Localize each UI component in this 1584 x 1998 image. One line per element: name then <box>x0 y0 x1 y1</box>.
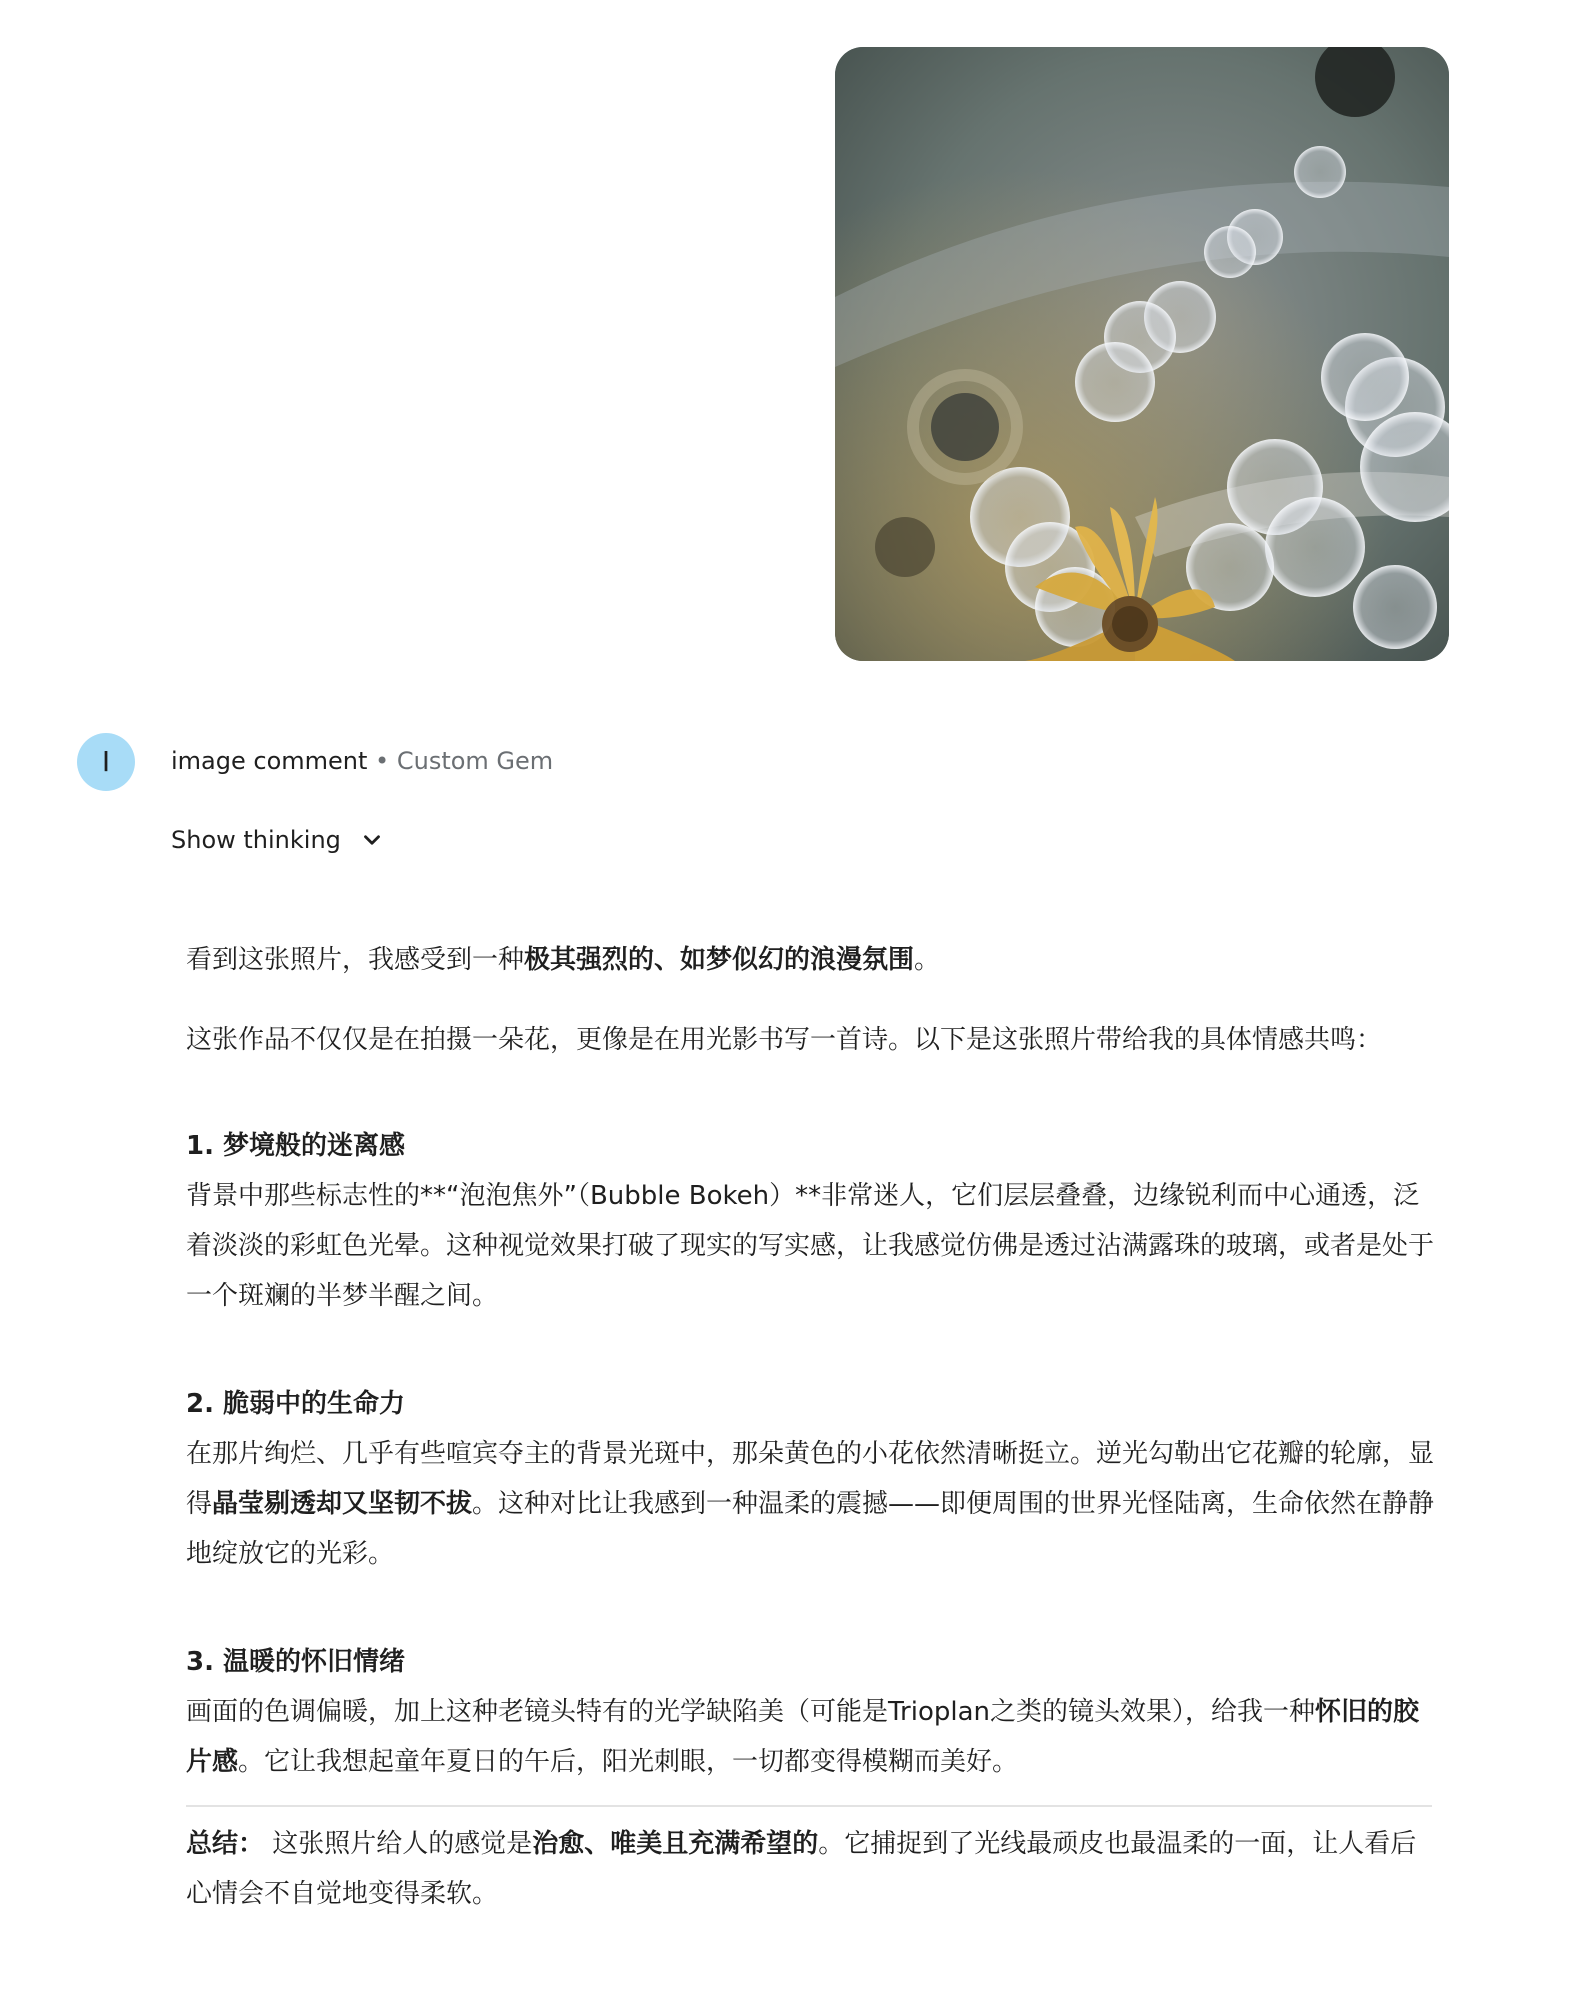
response-content <box>186 935 1436 1919</box>
summary-emphasis: 治愈、唯美且充满希望的 <box>532 1829 819 1859</box>
intro-emphasis: 极其强烈的、如梦似幻的浪漫氛围 <box>524 945 915 975</box>
summary-label: 总结： <box>186 1829 265 1859</box>
summary-text-a: 这张照片给人的感觉是 <box>264 1829 533 1859</box>
intro-text: 看到这张照片，我感受到一种 <box>186 945 525 975</box>
summary-paragraph <box>186 1819 1436 1919</box>
lead-paragraph: 这张作品不仅仅是在拍摄一朵花，更像是在用光影书写一首诗。以下是这张照片带给我的具体情感共鸣： <box>186 1025 1383 1055</box>
section-body-3 <box>186 1687 1436 1787</box>
intro-paragraph <box>186 935 1436 985</box>
model-type: Custom Gem <box>396 747 554 775</box>
section-3-text-a: 画面的色调偏暖，加上这种老镜头特有的光学缺陷美（可能是Trioplan之类的镜头效果），给我一种 <box>186 1697 1316 1727</box>
gem-avatar <box>77 733 135 791</box>
model-name: image comment <box>171 747 368 775</box>
intro-end: 。 <box>914 945 941 975</box>
section-2-text-a: 在那片绚烂、几乎有些喧宾夺主的背景光斑中，那朵黄色的小花依然清晰挺立。逆光勾勒出它花瓣的轮廓，显得 <box>186 1439 1435 1519</box>
show-thinking-label: Show thinking <box>171 826 341 854</box>
section-2-emphasis: 晶莹剔透却又坚韧不拔 <box>212 1489 473 1519</box>
section-3-text-b: 。它让我想起童年夏日的午后，阳光刺眼，一切都变得模糊而美好。 <box>238 1747 1019 1777</box>
model-info <box>171 744 553 778</box>
summary-text-b: 。它捕捉到了光线最顽皮也最温柔的一面，让人看后心情会不自觉地变得柔软。 <box>186 1829 1417 1909</box>
avatar-letter: I <box>101 745 111 778</box>
section-3-emphasis: 怀旧的胶片感 <box>186 1697 1420 1777</box>
section-title-1: 1. 梦境般的迷离感 <box>186 1131 406 1161</box>
summary-divider <box>186 1805 1432 1807</box>
chevron-down-icon <box>359 827 385 853</box>
section-body-1: 背景中那些标志性的**“泡泡焦外”（Bubble Bokeh）**非常迷人，它们层层叠叠，边缘锐利而中心通透，泛着淡淡的彩虹色光晕。这种视觉效果打破了现实的写实感，让我感觉仿佛是透过沾满露珠的玻璃，或者是处于一个斑斓的半梦半醒之间。 <box>186 1181 1435 1311</box>
section-title-2: 2. 脆弱中的生命力 <box>186 1389 406 1419</box>
section-2-text-b: 。这种对比让我感到一种温柔的震撼——即便周围的世界光怪陆离，生命依然在静静地绽放它的光彩。 <box>186 1489 1435 1569</box>
section-body-2 <box>186 1429 1436 1579</box>
bokeh-flower-photo-icon <box>835 47 1449 661</box>
show-thinking-toggle[interactable] <box>171 823 385 857</box>
uploaded-photo[interactable] <box>835 47 1449 661</box>
section-title-3: 3. 温暖的怀旧情绪 <box>186 1647 406 1677</box>
model-separator: • <box>375 747 390 775</box>
